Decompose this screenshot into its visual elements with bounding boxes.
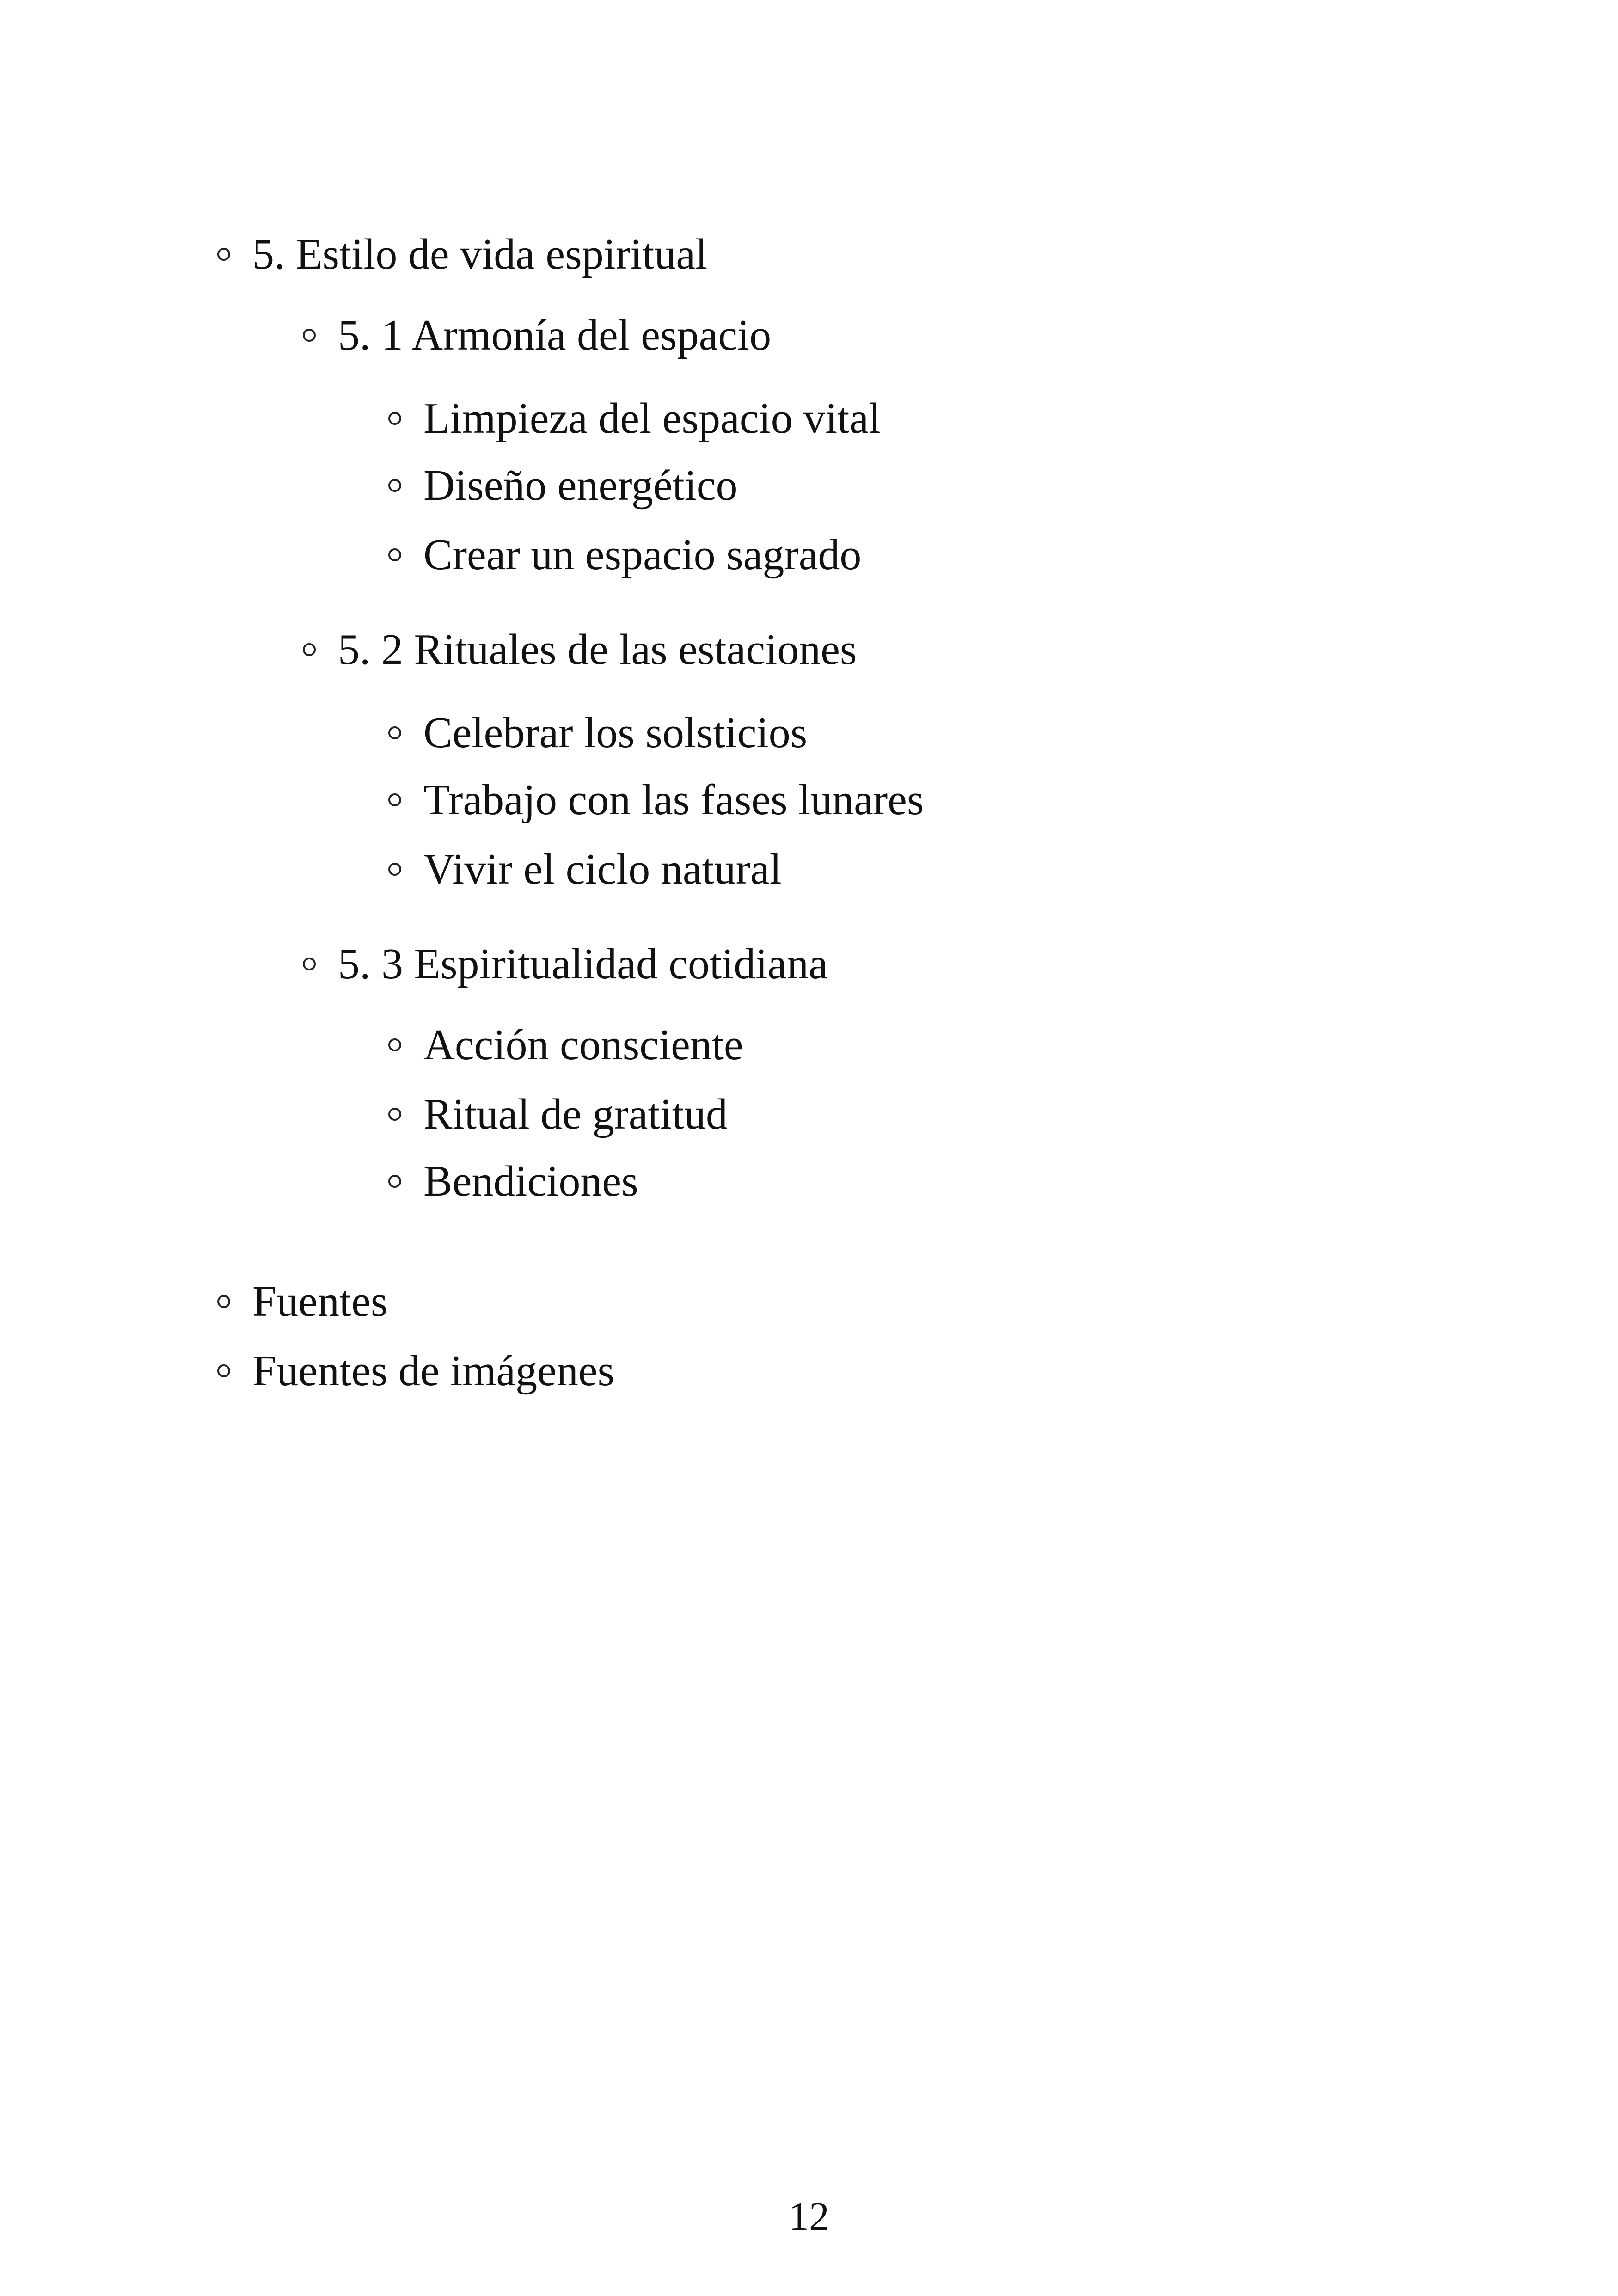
toc-entry-section-5-1 bbox=[303, 310, 771, 361]
hollow-bullet-icon bbox=[388, 863, 401, 876]
toc-entry-item bbox=[388, 460, 738, 511]
toc-entry-label: Ritual de gratitud bbox=[423, 1090, 728, 1138]
toc-entry-section-5-3 bbox=[303, 939, 828, 989]
toc-entry-label: 5. 1 Armonía del espacio bbox=[338, 311, 772, 359]
hollow-bullet-icon bbox=[388, 1038, 401, 1051]
toc-entry-label: 5. 2 Rituales de las estaciones bbox=[338, 626, 857, 674]
hollow-bullet-icon bbox=[303, 643, 316, 656]
toc-entry-item bbox=[388, 1089, 728, 1140]
toc-entry-label: Trabajo con las fases lunares bbox=[423, 776, 924, 824]
toc-entry-item bbox=[388, 1156, 638, 1207]
hollow-bullet-icon bbox=[303, 958, 316, 970]
hollow-bullet-icon bbox=[217, 248, 230, 261]
hollow-bullet-icon bbox=[217, 1364, 230, 1377]
toc-entry-label: Limpieza del espacio vital bbox=[423, 394, 881, 442]
toc-entry-item bbox=[388, 774, 924, 825]
toc-entry-image-sources bbox=[217, 1345, 614, 1396]
toc-entry-item bbox=[388, 393, 881, 444]
hollow-bullet-icon bbox=[388, 412, 401, 425]
hollow-bullet-icon bbox=[388, 1108, 401, 1121]
hollow-bullet-icon bbox=[303, 329, 316, 342]
toc-entry-label: Fuentes de imágenes bbox=[252, 1347, 615, 1395]
hollow-bullet-icon bbox=[388, 548, 401, 561]
hollow-bullet-icon bbox=[388, 1175, 401, 1188]
toc-entry-label: Diseño energético bbox=[423, 461, 738, 510]
toc-entry-label: Bendiciones bbox=[423, 1157, 638, 1205]
toc-entry-item bbox=[388, 707, 807, 758]
page-number: 12 bbox=[789, 2194, 829, 2239]
toc-entry-label: Fuentes bbox=[252, 1277, 388, 1326]
toc-entry-label: Acción consciente bbox=[423, 1021, 743, 1069]
hollow-bullet-icon bbox=[388, 726, 401, 739]
toc-entry-item bbox=[388, 1019, 743, 1070]
toc-entry-item bbox=[388, 844, 782, 895]
toc-entry-label: Celebrar los solsticios bbox=[423, 709, 808, 757]
toc-entry-sources bbox=[217, 1276, 387, 1327]
toc-entry-label: Crear un espacio sagrado bbox=[423, 531, 862, 579]
toc-entry-item bbox=[388, 529, 861, 580]
toc-entry-label: 5. Estilo de vida espiritual bbox=[252, 230, 708, 278]
hollow-bullet-icon bbox=[388, 793, 401, 806]
toc-entry-label: Vivir el ciclo natural bbox=[423, 845, 782, 893]
hollow-bullet-icon bbox=[388, 479, 401, 492]
toc-entry-section-5-2 bbox=[303, 624, 857, 675]
toc-entry-label: 5. 3 Espiritualidad cotidiana bbox=[338, 940, 828, 988]
toc-entry-section-5 bbox=[217, 229, 707, 280]
hollow-bullet-icon bbox=[217, 1295, 230, 1308]
